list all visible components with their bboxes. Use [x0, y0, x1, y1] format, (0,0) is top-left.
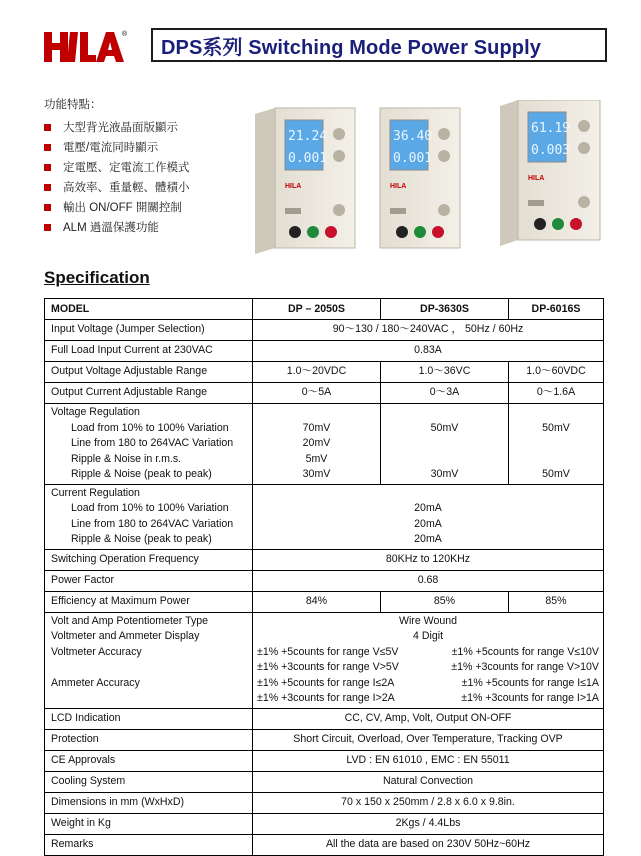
bullet-icon: [44, 164, 51, 171]
bullet-icon: [44, 204, 51, 211]
knob-icon: [333, 150, 345, 162]
svg-text:HILA: HILA: [528, 175, 545, 182]
model-1: DP – 2050S: [253, 299, 381, 320]
bullet-icon: [44, 224, 51, 231]
table-row: Output Current Adjustable Range 0～5A 0～3A 0～1.6A: [45, 383, 604, 404]
table-row: Full Load Input Current at 230VAC 0.83A: [45, 341, 604, 362]
bullet-icon: [44, 124, 51, 131]
table-row: Switching Operation Frequency 80KHz to 120KHz: [45, 549, 604, 570]
features-list: [44, 117, 190, 237]
lcd-amp: 0.001: [393, 151, 433, 166]
table-row: Input Voltage (Jumper Selection) 90～130 / 180～240VAC ， 50Hz / 60Hz: [45, 320, 604, 341]
spec-table: [44, 298, 604, 856]
product-photos: [255, 100, 610, 255]
knob-icon: [438, 128, 450, 140]
model-3: DP-6016S: [509, 299, 604, 320]
lcd-volt: 21.24: [288, 129, 328, 144]
page-title: DPS系列 Switching Mode Power Supply: [151, 28, 607, 62]
lcd-amp: 0.003: [531, 143, 571, 158]
table-row: Output Voltage Adjustable Range 1.0～20VDC 1.0～36VC 1.0～60VDC: [45, 362, 604, 383]
feature-item: ALM 過溫保護功能: [44, 217, 190, 237]
table-row: Current Regulation Load from 10% to 100% Variation Line from 180 to 264VAC Variation Ripple & Noise (peak to peak) 20mA 20mA 20mA: [45, 484, 604, 549]
knob-icon: [578, 142, 590, 154]
knob-icon: [333, 128, 345, 140]
knob-icon: [578, 120, 590, 132]
hila-logo: [44, 28, 128, 66]
feature-item: 大型背光液晶面版顯示: [44, 117, 190, 137]
terminal-green-icon: [307, 226, 319, 238]
svg-text:HILA: HILA: [285, 183, 302, 190]
terminal-red-icon: [325, 226, 337, 238]
model-2: DP-3630S: [381, 299, 509, 320]
table-row: Volt and Amp Potentiometer Type Voltmeter and Ammeter Display Voltmeter Accuracy Ammeter Accuracy Wire Wound 4 Digit ±1% +5counts for range V≤5V ±1% +5counts for range V≤10V ±1% +3counts for range V>5V ±1% +3counts for range V>10V ±1% +5counts for range I≤2A ±1% +5counts for range I≤1A ±1% +3counts for range I>2A ±1% +3counts for range I>1A: [45, 612, 604, 708]
power-supply-unit-1: [255, 108, 355, 254]
table-row: Cooling System Natural Convection: [45, 771, 604, 792]
terminal-green-icon: [414, 226, 426, 238]
terminal-black-icon: [396, 226, 408, 238]
feature-item: 電壓/電流同時顯示: [44, 137, 190, 157]
spec-heading: Specification: [44, 268, 150, 287]
table-row: Weight in Kg 2Kgs / 4.4Lbs: [45, 813, 604, 834]
lcd-volt: 36.40: [393, 129, 433, 144]
table-row: [45, 299, 604, 320]
feature-item: 定電壓、定電流工作模式: [44, 157, 190, 177]
bullet-icon: [44, 144, 51, 151]
table-row: Power Factor 0.68: [45, 570, 604, 591]
table-row: Protection Short Circuit, Overload, Over Temperature, Tracking OVP: [45, 729, 604, 750]
table-row: Efficiency at Maximum Power 84% 85% 85%: [45, 591, 604, 612]
model-label: MODEL: [45, 299, 253, 320]
power-supply-unit-3: [500, 100, 600, 246]
terminal-green-icon: [552, 218, 564, 230]
table-row: LCD Indication CC, CV, Amp, Volt, Output ON-OFF: [45, 708, 604, 729]
terminal-black-icon: [534, 218, 546, 230]
registered-mark: ®: [122, 31, 128, 38]
power-supply-unit-2: [380, 108, 460, 248]
terminal-red-icon: [570, 218, 582, 230]
lcd-volt: 61.19: [531, 121, 571, 136]
svg-text:HILA: HILA: [390, 183, 407, 190]
knob-icon: [438, 150, 450, 162]
table-row: Voltage Regulation Load from 10% to 100% Variation Line from 180 to 264VAC Variation Ripple & Noise in r.m.s. Ripple & Noise (peak to peak) 70mV 20mV 5mV 30mV 50mV 30mV 50mV 50mV: [45, 404, 604, 485]
feature-item: 輸出 ON/OFF 開關控制: [44, 197, 190, 217]
table-row: Dimensions in mm (WxHxD) 70 x 150 x 250mm / 2.8 x 6.0 x 9.8in.: [45, 792, 604, 813]
table-row: Remarks All the data are based on 230V 50Hz~60Hz: [45, 834, 604, 855]
features-title: 功能特點：: [44, 99, 102, 111]
feature-item: 高效率、重量輕、體積小: [44, 177, 190, 197]
terminal-red-icon: [432, 226, 444, 238]
terminal-black-icon: [289, 226, 301, 238]
lcd-amp: 0.001: [288, 151, 328, 166]
bullet-icon: [44, 184, 51, 191]
table-row: CE Approvals LVD : EN 61010 , EMC : EN 55011: [45, 750, 604, 771]
